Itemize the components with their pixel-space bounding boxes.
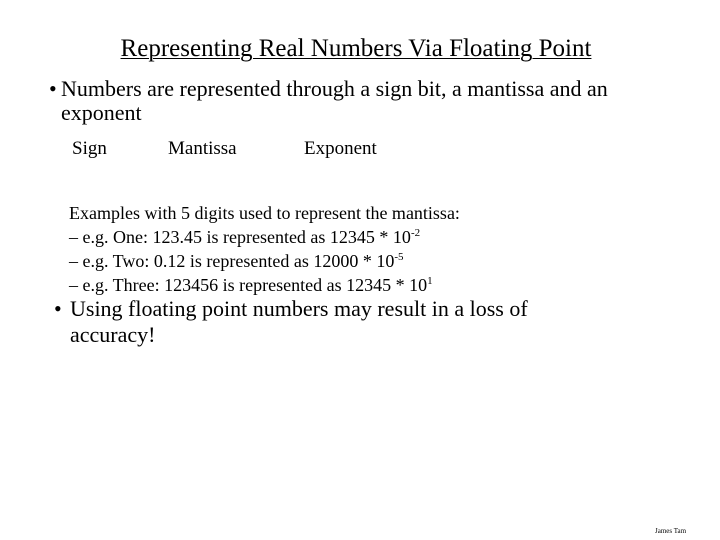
field-label-sign: Sign: [72, 138, 107, 159]
slide-title: Representing Real Numbers Via Floating Point: [120, 35, 592, 62]
bullet-text-line1: Numbers are represented through a sign bit, a mantissa and an: [61, 76, 608, 101]
field-label-mantissa: Mantissa: [168, 138, 237, 159]
field-label-exponent: Exponent: [304, 138, 377, 159]
bullet-marker: •: [49, 76, 57, 101]
bullet-text-line1: Using floating point numbers may result in a loss of: [70, 296, 528, 321]
footer-author: James Tam: [655, 527, 687, 535]
example-text: – e.g. Two: 0.12 is represented as 12000 * 10: [69, 251, 395, 271]
bullet-text-line2: exponent: [61, 100, 142, 125]
example-item-three: [69, 273, 460, 297]
examples-block: [69, 201, 460, 297]
example-item-one: [69, 225, 460, 249]
bullet-marker: •: [54, 296, 62, 321]
example-text: – e.g. Three: 123456 is represented as 12345 * 10: [69, 275, 428, 295]
bullet-text-line2: accuracy!: [70, 322, 156, 347]
example-exponent: 1: [427, 275, 433, 287]
example-text: – e.g. One: 123.45 is represented as 12345 * 10: [69, 227, 411, 247]
example-exponent: -2: [410, 227, 421, 239]
examples-intro: Examples with 5 digits used to represent the mantissa:: [69, 203, 460, 223]
example-exponent: -5: [394, 251, 404, 263]
example-item-two: [69, 249, 460, 273]
